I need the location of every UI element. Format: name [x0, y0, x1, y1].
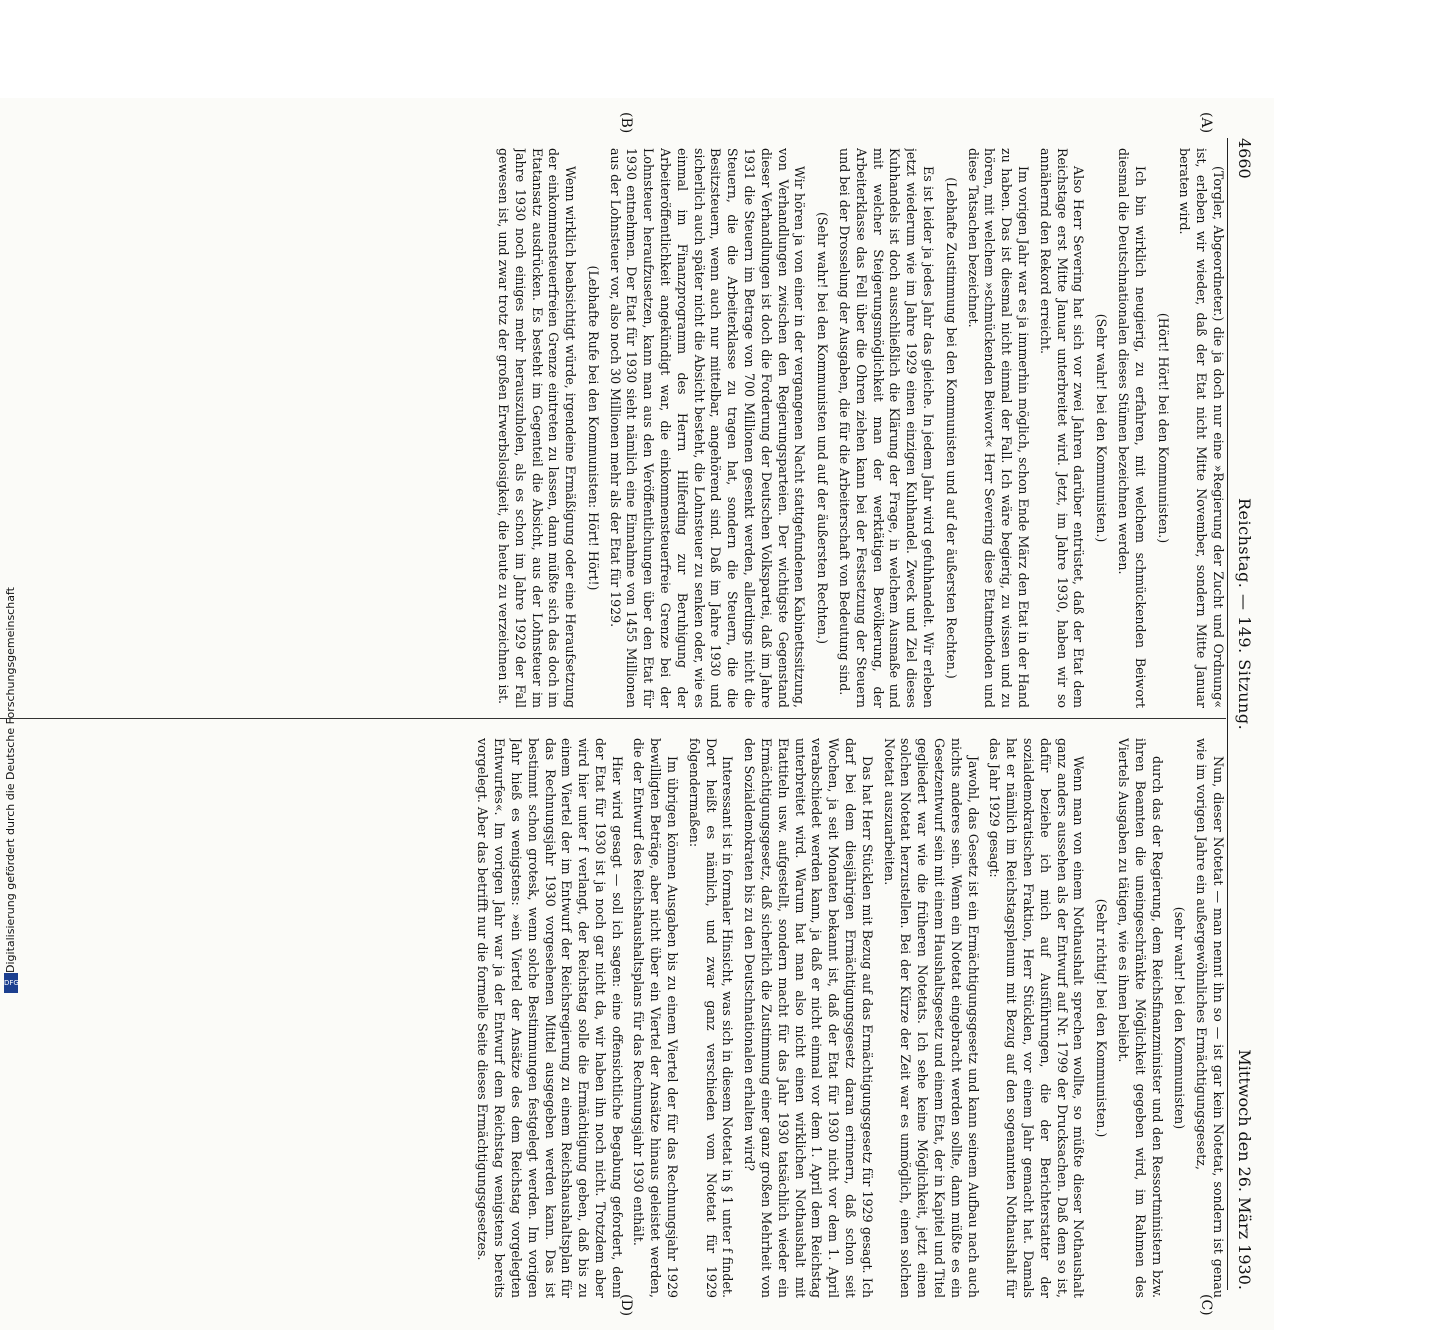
- session-title: Reichstag. — 149. Sitzung.: [1235, 497, 1255, 731]
- paragraph: Im übrigen können Ausgaben bis zu einem Viertel der für das Rechnungsjahr 1929 bewilligten Beträge, aber nicht über ein Viertel der Ansätze hinaus geleistet werden, die der Entwurf des Reichshaushaltsplans für das Rechnungsjahr 1930 enthält.: [631, 738, 681, 1298]
- paragraph: durch das der Regierung, dem Reichsfinanzminister und den Ressortministern bzw. ihren Beamten die uneingeschränkte Möglichkeit gegeben wird, im Rahmen des Viertels Ausgaben zu tätigen, wie es ihnen beliebt.: [1116, 738, 1165, 1298]
- paragraph: Hier wird gesagt — soll ich sagen: eine offensichtliche Begabung gefordert, denn der Etat für 1930 ist ja noch gar nicht da, wir haben ihn noch nicht. Trotzdem aber wird hier unter f verlangt, der Reichstag solle die Ermächtigung geben, daß bis zu einem Viertel der im Entwurf der Reichsregierung zu einem Reichshaushaltsplan für das Rechnungsjahr 1930 vorgesehenen Mittel ausgegeben werden kann. Das ist bestimmt schon grotesk, wenn solche Bestimmungen festgelegt werden. Im vorigen Jahr hieß es wenigstens: »ein Viertel der Ansätze des dem Reichstag vorgelegten Entwurfes«. Im vorigen Jahr war ja der Entwurf dem Reichstag wenigstens bereits vorgelegt. Aber das betrifft nur die formelle Seite dieses Ermächtigungsgesetzes.: [475, 738, 625, 1298]
- paragraph: (Torgler, Abgeordneter.) die ja doch nur eine »Regierung der Zucht und Ordnung« ist, erleben wir wieder, daß der Etat nicht Mitte November, sondern Mitte Januar beraten wird.: [1177, 148, 1226, 708]
- left-text-column: [0, 148, 1226, 708]
- page-header: [1227, 138, 1258, 1290]
- column-divider: [0, 718, 1226, 719]
- interjection: (Sehr wahr! bei den Kommunisten.): [1094, 313, 1110, 543]
- interjection: (Lebhafte Rufe bei den Kommunisten: Hört! Hört!): [585, 265, 601, 591]
- interjection: (sehr wahr! bei den Kommunisten): [1172, 906, 1188, 1130]
- paragraph: Das hat Herr Stücklen mit Bezug auf das Ermächtigungsgesetz für 1929 gesagt. Ich darf bei dem diesjährigen Ermächtigungsgesetz daran erinnern, daß schon seit Wochen, ja seit Monaten bekannt ist, daß der Etat für 1930 nicht vor dem 1. April verabschiedet werden kann, ja daß er nicht einmal vor dem 1. April dem Reichstag unterbreitet wird. Warum hat man also nicht einen wirklichen Nothaushalt mit Etattiteln usw. aufgestellt, sondern macht für das Jahr 1930 tatsächlich wieder ein Ermächtigungsgesetz, daß sicherlich die Zustimmung einer ganz großen Mehrheit von den Sozialdemokraten bis zu den Deutschnationalen erhalten wird?: [742, 738, 875, 1298]
- interjection: (Sehr richtig! bei den Kommunisten.): [1094, 898, 1110, 1138]
- paragraph: Im vorigen Jahr war es ja immerhin möglich, schon Ende März den Etat in der Hand zu haben. Das ist diesmal nicht einmal der Fall. Ich wäre begierig, zu wissen und zu hören, mit welchem »schmückenden Beiwort« Herr Severing diese Etatmethoden und diese Tatsachen bezeichnet.: [965, 148, 1032, 708]
- margin-mark-a: (A): [1198, 112, 1214, 134]
- right-text-column: [0, 738, 1226, 1298]
- dfg-logo-icon: DFG: [4, 973, 18, 993]
- document-page: [0, 98, 1274, 1330]
- dfg-credit: [2, 575, 22, 995]
- interjection: (Hört! Hört! bei den Kommunisten.): [1155, 312, 1171, 544]
- margin-mark-d: (D): [618, 1294, 634, 1317]
- paragraph: Nun, dieser Notetat — man nennt ihn so — ist gar kein Notetat, sondern ist genau wie im vorigen Jahre ein außergewöhnliches Ermächtigungsgesetz,: [1194, 738, 1226, 1298]
- margin-mark-b: (B): [618, 112, 634, 134]
- paragraph: Es ist leider ja jedes Jahr das gleiche. In jedem Jahr wird gefuhhandelt. Wir erleben jetzt wiederum wie im Jahre 1929 einen einzigen Kuhhandel. Zweck und Ziel dieses Kuhhandels ist doch ausschließlich die Klärung der Frage, in welchem Ausmaße und mit welcher Steigerungsmöglichkeit man der werktätigen Bevölkerung, der Arbeiterklasse das Fell über die Ohren ziehen kann bei der Festsetzung der Steuern und bei der Drosselung der Ausgaben, die für die Arbeiterschaft von Bedeutung sind.: [837, 148, 937, 708]
- page-number: 4660: [1235, 138, 1255, 179]
- paragraph: Jawohl, das Gesetz ist ein Ermächtigungsgesetz und kann seinem Aufbau nach auch nichts anderes sein. Wenn ein Notetat eingebracht werden sollte, dann müßte es ein Gesetzentwurf sein mit einem Haushaltsgesetz und einem Etat, der in Kapitel und Titel gegliedert war wie die früheren Notetats. Ich sehe keine Möglichkeit, jetzt einen solchen Notetat herzustellen. Bei der Kürze der Zeit war es unmöglich, einen solchen Notetat auszuarbeiten.: [881, 738, 981, 1298]
- paragraph: Wenn man von einem Nothaushalt sprechen wollte, so müßte dieser Nothaushalt ganz anders aussehen als der Entwurf auf Nr. 1799 der Drucksachen. Daß dem so ist, dafür beziehe ich mich auf Ausführungen, die der Berichterstatter der sozialdemokratischen Fraktion, Herr Stücklen, vor einem Jahr gemacht hat. Damals hat er nämlich im Reichstagsplenum mit Bezug auf den sogenannten Nothaushalt für das Jahr 1929 gesagt:: [987, 738, 1087, 1298]
- interjection: (Sehr wahr! bei den Kommunisten und auf der äußersten Rechten.): [815, 211, 831, 644]
- paragraph: Wir hören ja von einer in der vergangenen Nacht stattgefundenen Kabinettssitzung, von Verhandlungen zwischen den Regierungsparteien. Der wichtigste Gegenstand dieser Verhandlungen ist doch die Forderung der Deutschen Volkspartei, daß im Jahre 1931 die Steuern im Betrage von 700 Millionen gesenkt werden, allerdings nicht die Steuern, die die Arbeiterklasse zu tragen hat, sondern die Steuern, die die Besitzsteuern, wenn auch nur mittelbar, angehörend sind. Daß im Jahre 1930 und sicherlich auch später nicht die Absicht besteht, die Lohnsteuer zu senken oder, wie es einmal im Finanzprogramm des Herrn Hilferding zur Beruhigung der Arbeiteröffentlichkeit angekündigt war, die einkommensteuerfreie Grenze bei der Lohnsteuer heraufzusetzen, kann man aus den Veröffentlichungen über den Etat für 1930 entnehmen. Der Etat für 1930 sieht nämlich eine Einnahme von 1455 Millionen aus der Lohnsteuer vor, also noch 30 Millionen mehr als der Etat für 1929.: [607, 148, 808, 708]
- interjection: (Lebhafte Zustimmung bei den Kommunisten und auf der äußersten Rechten.): [943, 177, 959, 679]
- margin-mark-c: (C): [1198, 1294, 1214, 1316]
- paragraph: Wenn wirklich beabsichtigt würde, irgendeine Ermäßigung oder eine Heraufsetzung der einkommensteuerfreien Grenze eintreten zu lassen, dann müßte sich das doch im Etatansatz ausdrücken. Es besteht im Gegenteil die Absicht, aus der Lohnsteuer im Jahre 1930 noch einiges mehr herauszuholen, als es schon im Jahre 1929 der Fall gewesen ist, und zwar trotz der großen Erwerbslosigkeit, die heute zu verzeichnen ist.: [495, 148, 579, 708]
- session-date: Mittwoch den 26. März 1930.: [1235, 1049, 1255, 1290]
- dfg-credit-text: Digitalisierung gefördert durch die Deutsche Forschungsgemeinschaft: [4, 587, 17, 973]
- paragraph: Also Herr Severing hat sich vor zwei Jahren darüber entrüstet, daß der Etat dem Reichstage erst Mitte Januar unterbreitet wird. Jetzt, im Jahre 1930, haben wir so annähernd den Rekord erreicht.: [1037, 148, 1087, 708]
- paragraph: Ich bin wirklich neugierig, zu erfahren, mit welchem schmückenden Beiwort diesmal die Deutschnationalen dieses Stümen bezeichnen werden.: [1116, 148, 1148, 708]
- paragraph: Interessant ist in formaler Hinsicht, was sich in diesem Notetat in § 1 unter f findet. Dort heißt es nämlich, und zwar ganz verschieden vom Notetat für 1929 folgendermaßen:: [686, 738, 736, 1298]
